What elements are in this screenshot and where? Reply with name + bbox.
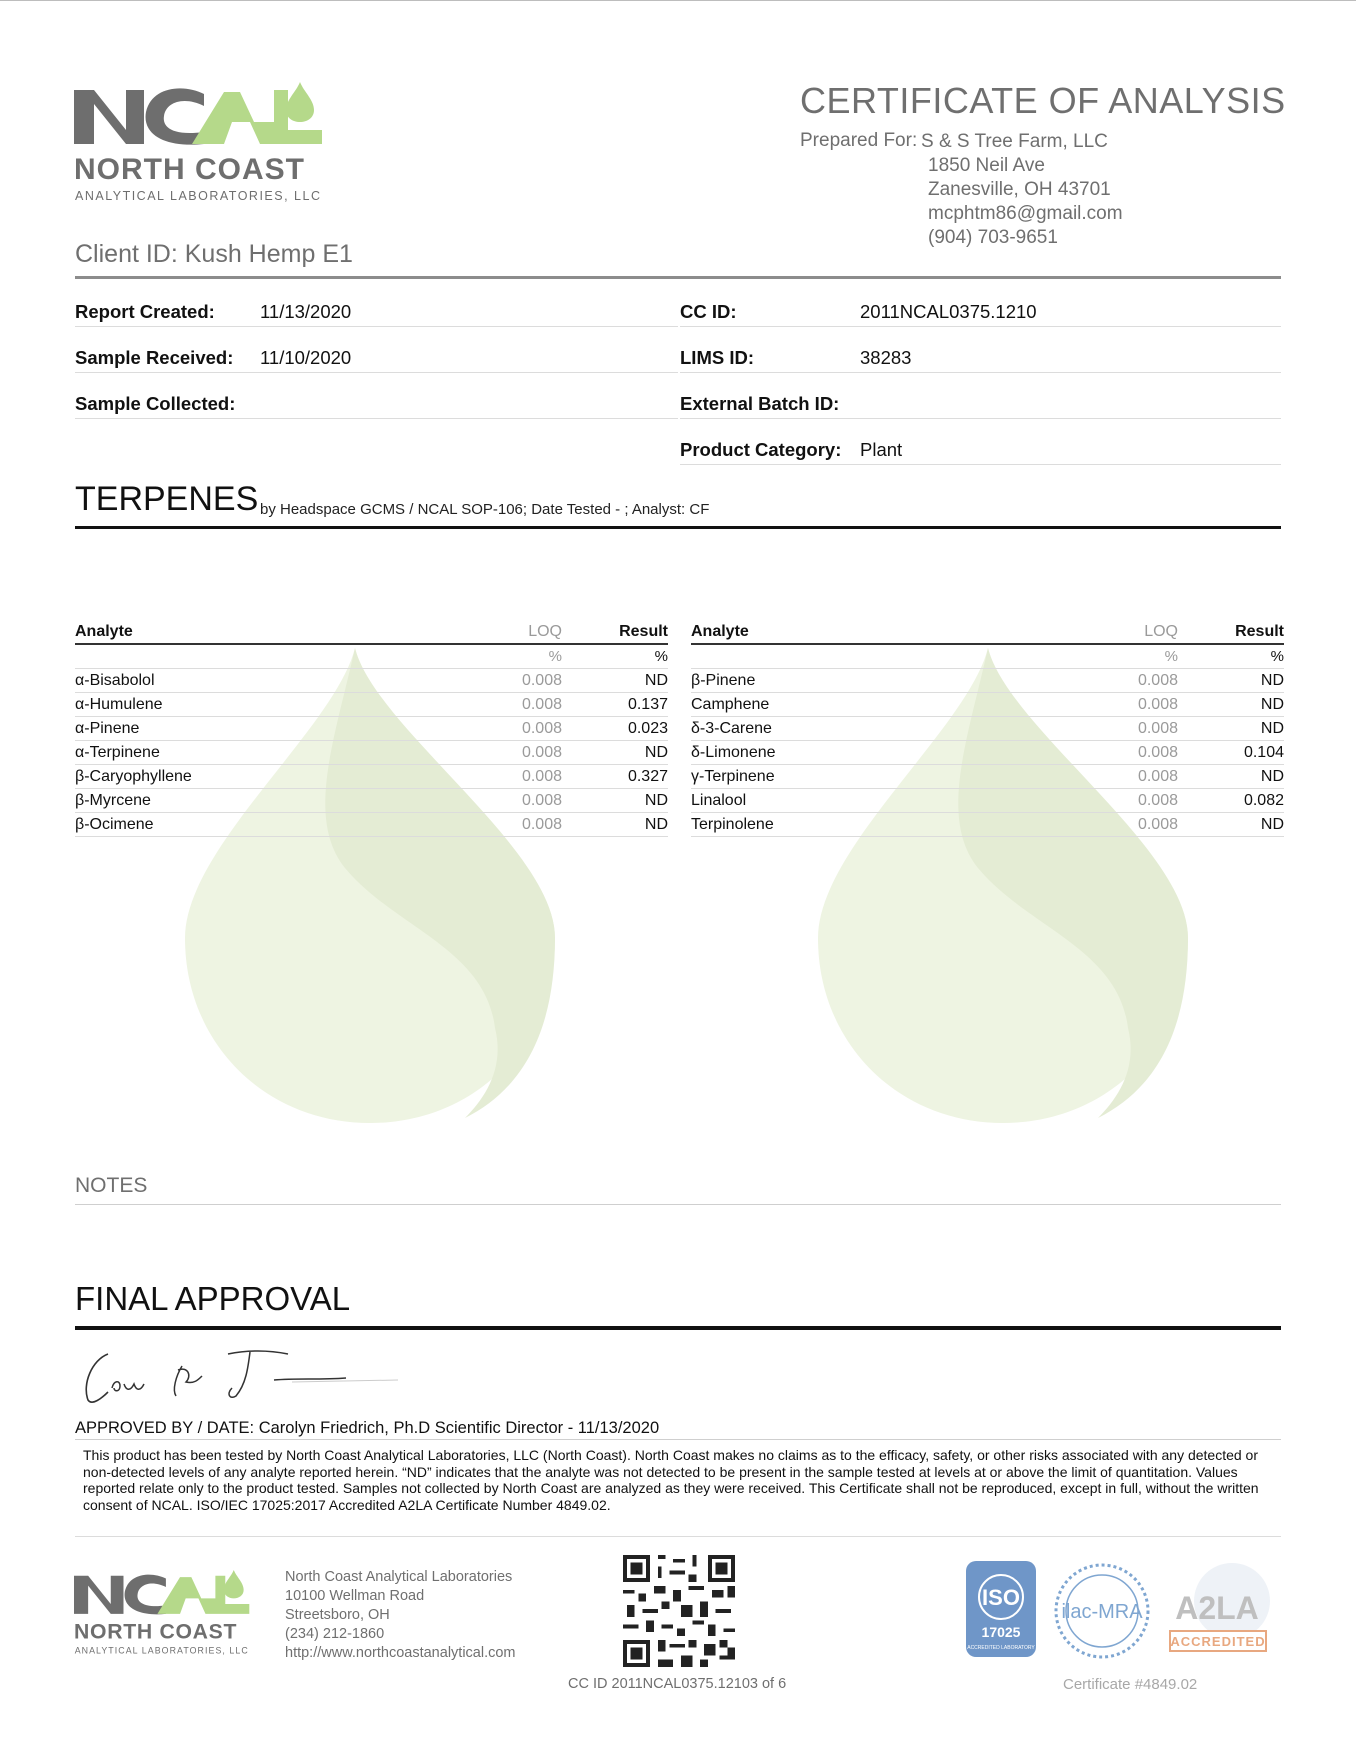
result-header: Result [1235,623,1284,640]
result-value: ND [1260,696,1284,713]
product-category-value: Plant [860,439,903,460]
info-row [75,281,678,327]
table-row [75,693,668,717]
lab-name: North Coast Analytical Laboratories [285,1569,513,1585]
result-value: ND [644,816,668,833]
analyte-name: β-Caryophyllene [75,768,192,785]
loq-value: 0.008 [521,672,562,689]
disclaimer-text: This product has been tested by North Coast Analytical Laboratories, LLC (North Coast). North Coast makes no claims as to the efficacy, safety, or other risks associated with any detected or non-detected levels of any analyte reported herein. “ND” indicates that the analyte was not detected to be present in the sample tested at levels at or above the limit of quantitation. Values reported relate only to the product tested. Samples not collected by North Coast are analyzed as they were received. This Certificate shall not be reproduced, except in full, without the written consent of NCAL. ISO/IEC 17025:2017 Accredited A2LA Certificate Number 4849.02. [83,1447,1259,1513]
table-header [75,621,668,645]
ncal-logo-footer [74,1570,279,1662]
client-name: S & S Tree Farm, LLC [921,131,1108,152]
cc-id-value: 2011NCAL0375.1210 [860,301,1037,322]
terpenes-title: TERPENES [75,480,259,518]
result-header: Result [619,623,668,640]
analyte-name: δ-3-Carene [691,720,772,737]
lims-id-label: LIMS ID: [680,347,754,368]
report-created-value: 11/13/2020 [260,301,352,322]
a2la-accredited-badge [1162,1561,1272,1661]
loq-value: 0.008 [1137,792,1178,809]
sample-collected-label: Sample Collected: [75,393,236,414]
cc-id-page: CC ID 2011NCAL0375.12103 of 6 [568,1676,787,1692]
qr-code[interactable] [623,1555,735,1667]
top-border [0,0,1356,1]
loq-unit: % [1164,648,1178,665]
footer-rule [75,1536,1281,1537]
terpenes-table-right [691,621,1284,837]
lab-contact [285,1568,516,1663]
table-row [691,813,1284,837]
product-category-label: Product Category: [680,439,842,460]
result-unit: % [1270,648,1284,665]
analyte-name: Camphene [691,696,770,713]
analyte-header: Analyte [691,623,749,640]
result-value: ND [644,792,668,809]
table-row [75,813,668,837]
result-value: ND [644,672,668,689]
info-right [680,281,1281,465]
table-row [691,765,1284,789]
loq-value: 0.008 [1137,720,1178,737]
result-value: 0.137 [627,696,668,713]
unit-row [75,645,668,669]
external-batch-label: External Batch ID: [680,393,840,414]
analyte-name: δ-Limonene [691,744,776,761]
table-row [75,765,668,789]
logo-sub: ANALYTICAL LABORATORIES, LLC [74,1645,249,1656]
loq-value: 0.008 [1137,768,1178,785]
ilac-label: ilac-MRA [1061,1601,1143,1623]
loq-value: 0.008 [1137,816,1178,833]
logo-name: NORTH COAST [74,153,305,186]
loq-value: 0.008 [1137,744,1178,761]
logo-mark [74,82,322,145]
final-approval-rule [75,1326,1281,1330]
terpenes-table-left [75,621,668,837]
a2la-label: A2LA [1175,1590,1259,1626]
a2la-sub: ACCREDITED [1170,1634,1266,1649]
cc-id-label: CC ID: [680,301,737,322]
info-row [75,327,678,373]
loq-value: 0.008 [521,816,562,833]
loq-unit: % [548,648,562,665]
result-value: 0.023 [627,720,668,737]
info-row [680,419,1281,465]
report-created-label: Report Created: [75,301,215,322]
result-value: ND [1260,672,1284,689]
logo-name: NORTH COAST [74,1620,238,1644]
analyte-name: Linalool [691,792,747,809]
signature [78,1340,398,1410]
table-row [75,717,668,741]
iso-label: ISO [982,1585,1020,1610]
analyte-name: α-Terpinene [75,744,160,761]
loq-header: LOQ [528,623,562,640]
table-row [75,789,668,813]
certificate-number: Certificate #4849.02 [1063,1676,1198,1693]
approved-rule [75,1439,1281,1440]
table-row [691,741,1284,765]
loq-value: 0.008 [521,744,562,761]
info-left [75,281,678,419]
table-row [691,669,1284,693]
analyte-name: α-Humulene [75,696,163,713]
notes-rule [75,1204,1281,1205]
approved-by: APPROVED BY / DATE: Carolyn Friedrich, Ph.D Scientific Director - 11/13/2020 [75,1419,660,1437]
iso-17025-badge [966,1561,1036,1657]
terpenes-rule [75,526,1281,529]
info-row [680,281,1281,327]
loq-value: 0.008 [521,792,562,809]
analyte-name: β-Myrcene [75,792,151,809]
header-rule [75,276,1281,279]
analyte-name: α-Bisabolol [75,672,155,689]
lims-id-value: 38283 [860,347,912,368]
logo-mark [74,1570,249,1614]
ncal-logo [74,82,364,212]
notes-title: NOTES [75,1174,148,1197]
prepared-for-label: Prepared For: [800,130,918,151]
lab-city: Streetsboro, OH [285,1607,390,1623]
table-row [75,741,668,765]
iso-sub: ACCREDITED LABORATORY [967,1645,1035,1651]
table-row [691,717,1284,741]
table-header [691,621,1284,645]
analyte-name: β-Ocimene [75,816,154,833]
lab-phone: (234) 212-1860 [285,1626,385,1642]
loq-value: 0.008 [521,696,562,713]
client-street: 1850 Neil Ave [928,155,1045,176]
certificate-title: CERTIFICATE OF ANALYSIS [800,80,1286,121]
loq-header: LOQ [1144,623,1178,640]
info-row [680,327,1281,373]
result-value: ND [1260,816,1284,833]
loq-value: 0.008 [1137,696,1178,713]
loq-value: 0.008 [521,768,562,785]
client-id: Client ID: Kush Hemp E1 [75,240,353,268]
info-row [75,373,678,419]
sample-received-value: 11/10/2020 [260,347,352,368]
lab-street: 10100 Wellman Road [285,1588,425,1604]
table-row [691,693,1284,717]
result-value: 0.104 [1243,744,1284,761]
terpenes-method: by Headspace GCMS / NCAL SOP-106; Date Tested - ; Analyst: CF [260,501,710,518]
analyte-name: β-Pinene [691,672,756,689]
result-value: ND [1260,768,1284,785]
logo-sub: ANALYTICAL LABORATORIES, LLC [75,189,322,203]
info-row [680,373,1281,419]
analyte-name: Terpinolene [691,816,774,833]
final-approval-title: FINAL APPROVAL [75,1280,351,1317]
analyte-header: Analyte [75,623,133,640]
lab-website-link[interactable]: http://www.northcoastanalytical.com [285,1645,516,1661]
ilac-mra-badge [1052,1561,1152,1661]
table-row [75,669,668,693]
analyte-name: α-Pinene [75,720,140,737]
prepared-for-address [921,130,1123,250]
client-phone: (904) 703-9651 [928,227,1058,248]
result-value: ND [1260,720,1284,737]
result-value: 0.082 [1243,792,1284,809]
result-value: 0.327 [627,768,668,785]
loq-value: 0.008 [521,720,562,737]
table-row [691,789,1284,813]
loq-value: 0.008 [1137,672,1178,689]
analyte-name: γ-Terpinene [691,768,775,785]
sample-received-label: Sample Received: [75,347,234,368]
result-unit: % [654,648,668,665]
client-email: mcphtm86@gmail.com [928,203,1123,224]
client-city: Zanesville, OH 43701 [928,179,1111,200]
result-value: ND [644,744,668,761]
unit-row [691,645,1284,669]
iso-number: 17025 [981,1624,1021,1640]
